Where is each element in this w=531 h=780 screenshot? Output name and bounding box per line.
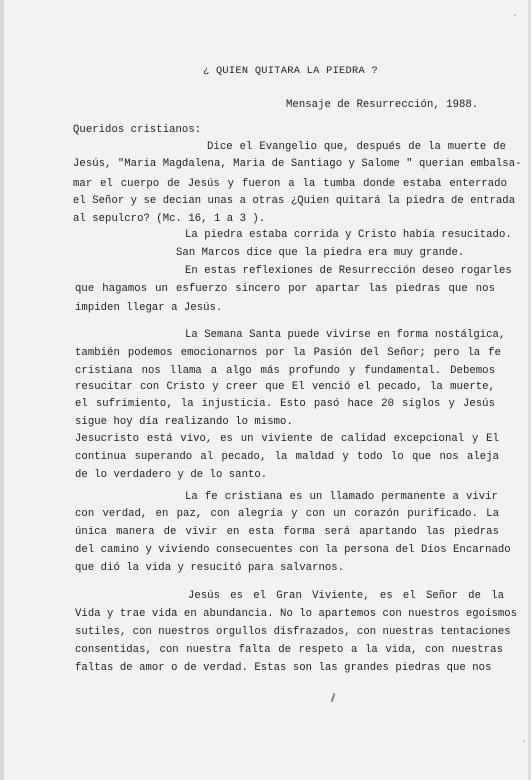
- text-line: En estas reflexiones de Resurrección deseo rogarles: [185, 265, 512, 277]
- text-line: Jesús es el Gran Viviente, es el Señor de la: [188, 590, 504, 602]
- text-line: resucitar con Cristo y creer que El venció el pecado, la muerte,: [75, 381, 495, 393]
- text-line: La fe cristiana es un llamado permanente a vivir: [185, 491, 498, 503]
- text-line: del camino y viviendo consecuentes con la persona del Dios Encarnado: [75, 544, 511, 556]
- text-line: sigue hoy día realizando lo mismo.: [75, 416, 293, 428]
- text-line: Vida y trae vida en abundancia. No lo apartemos con nuestros egoísmos: [75, 608, 518, 620]
- text-line: faltas de amor o de verdad. Estas son las grandes piedras que nos: [75, 662, 492, 674]
- text-line: Dice el Evangelio que, después de la muerte de: [207, 141, 506, 153]
- scan-speck: [514, 14, 516, 16]
- scan-speck: [523, 740, 525, 742]
- text-line: al sepulcro? (Mc. 16, 1 a 3 ).: [73, 213, 266, 225]
- text-line: el Señor y se decian unas a otras ¿Quien quitará la piedra de entrada: [73, 195, 516, 207]
- text-line: el sufrimiento, la injusticia. Esto pasó hace 20 siglos y Jesús: [75, 398, 495, 410]
- text-line: también podemos emocionarnos por la Pasión del Señor; pero la fe: [75, 347, 501, 359]
- text-line: cristiana nos llama a algo más profundo y fundamental. Debemos: [75, 365, 495, 377]
- text-line: que dió la vida y resucitó para salvarnos.: [75, 562, 345, 574]
- text-line: sutiles, con nuestros orgullos disfrazados, con nuestras tentaciones: [75, 626, 511, 638]
- text-line: mar el cuerpo de Jesús y fueron a la tumba donde estaba enterrado: [73, 178, 507, 190]
- document-subtitle: Mensaje de Resurrección, 1988.: [286, 99, 479, 111]
- salutation: Queridos cristianos:: [73, 124, 202, 136]
- text-line: La Semana Santa puede vivirse en forma nostálgica,: [185, 329, 506, 341]
- text-line: impiden llegar a Jesús.: [75, 302, 223, 314]
- document-title: ¿ QUIEN QUITARA LA PIEDRA ?: [203, 65, 378, 77]
- text-line: que hagamos un esfuerzo sincero por apartar las piedras que nos: [75, 283, 495, 295]
- text-line: consentidas, con nuestra falta de respeto a la vida, con nuestras: [75, 644, 503, 656]
- text-line: San Marcos dice que la piedra era muy grande.: [176, 247, 465, 259]
- pen-mark: [331, 693, 335, 702]
- text-line: continua superando al pecado, la maldad y todo lo que nos aleja: [75, 451, 499, 463]
- text-line: única manera de vivir en esta forma será apartando las piedras: [75, 526, 499, 538]
- text-line: Jesucristo está vivo, es un viviente de calidad excepcional y El: [75, 433, 499, 445]
- text-line: La piedra estaba corrida y Cristo había resucitado.: [185, 229, 512, 241]
- text-line: de lo verdadero y de lo santo.: [75, 469, 268, 481]
- text-line: Jesús, "Maria Magdalena, Maria de Santiago y Salome " querian embalsa-: [73, 158, 522, 170]
- text-line: con verdad, en paz, con alegría y con un corazón purificado. La: [75, 508, 499, 520]
